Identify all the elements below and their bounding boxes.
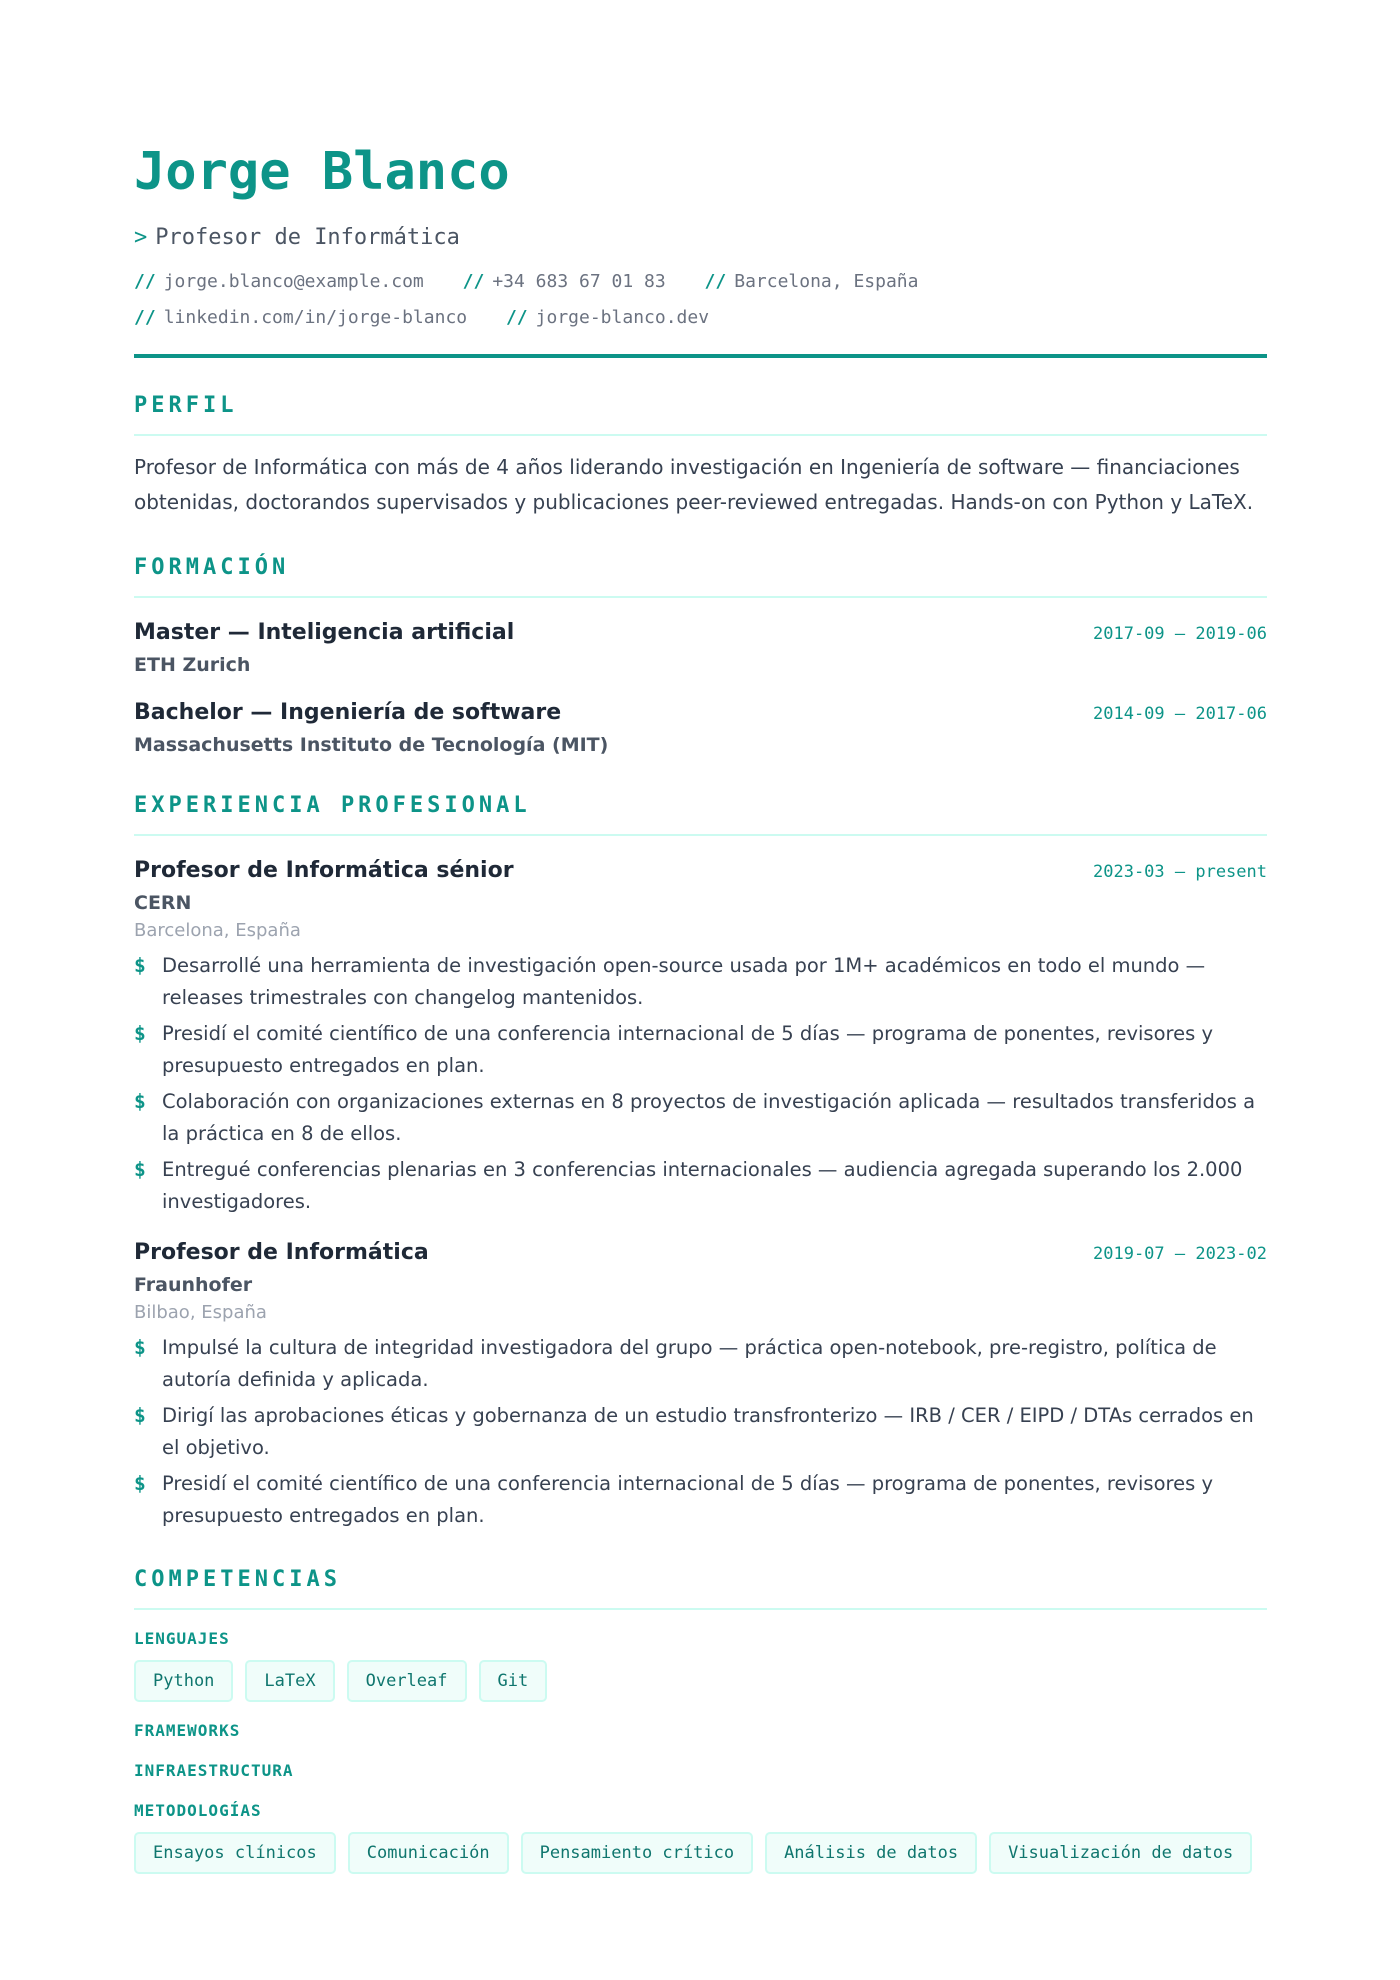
experience-section (134, 792, 1267, 1532)
achievement-item: $ Colaboración con organizaciones externas en 8 proyectos de investigación aplicada — resultados transferidos a la práctica en 8 de ellos. (134, 1086, 1267, 1150)
job-title (134, 224, 1267, 252)
job-dates: 2019-07 – 2023-02 (1093, 1244, 1267, 1264)
skill-chip: Overleaf (347, 1660, 467, 1702)
profile-section (134, 392, 1267, 520)
linkedin-link[interactable]: // linkedin.com/in/jorge-blanco (134, 307, 468, 328)
skill-chip: Python (134, 1660, 233, 1702)
section-divider (134, 834, 1267, 836)
location-text: // Barcelona, España (704, 271, 919, 292)
degree-title: Master — Inteligencia artificial (134, 620, 515, 645)
skill-group-label: METODOLOGÍAS (134, 1801, 262, 1820)
achievement-item: $ Presidí el comité científico de una conferencia internacional de 5 días — programa de ponentes, revisores y presupuesto entregados en plan. (134, 1018, 1267, 1082)
section-heading: FORMACIÓN (134, 555, 290, 580)
degree-title: Bachelor — Ingeniería de software (134, 700, 562, 725)
achievement-list (134, 950, 1267, 1218)
skill-group-frameworks (134, 1720, 1267, 1742)
separator-glyph: // (704, 271, 727, 292)
skill-group-methodologies (134, 1800, 1267, 1874)
profile-summary: Profesor de Informática con más de 4 años liderando investigación en Ingeniería de software — financiaciones obtenidas, doctorandos supervisados y publicaciones peer-reviewed entregadas. Hands-on con Python y LaTeX. (134, 455, 1254, 514)
contact-row (134, 306, 1267, 330)
dollar-bullet-icon: $ (134, 1404, 146, 1427)
job-title-text: Profesor de Informática (155, 225, 460, 250)
section-heading: EXPERIENCIA PROFESIONAL (134, 793, 531, 818)
separator-glyph: // (505, 307, 528, 328)
achievement-list (134, 1332, 1267, 1532)
job-entry (134, 1238, 1267, 1532)
skills-section (134, 1566, 1267, 1874)
skill-group-label: INFRAESTRUCTURA (134, 1761, 294, 1780)
institution-name: Massachusetts Instituto de Tecnología (MIT) (134, 734, 609, 756)
resume-header (134, 140, 1267, 358)
email-link[interactable]: // jorge.blanco@example.com (134, 271, 424, 292)
skill-chip: Comunicación (348, 1832, 509, 1874)
achievement-item: $ Desarrollé una herramienta de investigación open-source usada por 1M+ académicos en todo el mundo — releases trimestrales con changelog mantenidos. (134, 950, 1267, 1014)
institution-name: ETH Zurich (134, 654, 251, 676)
phone-link[interactable]: // +34 683 67 01 83 (462, 271, 666, 292)
skill-group-label: FRAMEWORKS (134, 1721, 241, 1740)
achievement-item: $ Impulsé la cultura de integridad investigadora del grupo — práctica open-notebook, pre-registro, política de autoría definida y aplicada. (134, 1332, 1267, 1396)
dollar-bullet-icon: $ (134, 954, 146, 977)
dollar-bullet-icon: $ (134, 1472, 146, 1495)
dollar-bullet-icon: $ (134, 1336, 146, 1359)
skill-chip: Análisis de datos (765, 1832, 977, 1874)
education-entry (134, 618, 1267, 678)
contact-row (134, 270, 1267, 294)
education-section (134, 554, 1267, 758)
separator-glyph: // (134, 271, 156, 292)
job-role: Profesor de Informática (134, 1240, 429, 1265)
section-divider (134, 434, 1267, 436)
job-location: Barcelona, España (134, 920, 301, 941)
separator-glyph: // (134, 307, 156, 328)
job-location: Bilbao, España (134, 1302, 267, 1323)
company-name: CERN (134, 892, 192, 914)
section-heading: COMPETENCIAS (134, 1567, 341, 1592)
education-dates: 2014-09 – 2017-06 (1093, 704, 1267, 724)
skill-chip: Pensamiento crítico (521, 1832, 753, 1874)
job-dates: 2023-03 – present (1093, 862, 1267, 882)
education-entry (134, 698, 1267, 758)
job-role: Profesor de Informática sénior (134, 858, 514, 883)
separator-glyph: // (462, 271, 485, 292)
skill-chip-list (134, 1660, 1267, 1702)
dollar-bullet-icon: $ (134, 1022, 146, 1045)
header-divider (134, 354, 1267, 358)
achievement-item: $ Dirigí las aprobaciones éticas y gobernanza de un estudio transfronterizo — IRB / CER / EIPD / DTAs cerrados en el objetivo. (134, 1400, 1267, 1464)
section-heading: PERFIL (134, 393, 238, 418)
section-divider (134, 1608, 1267, 1610)
skill-chip: Ensayos clínicos (134, 1832, 336, 1874)
skill-chip: LaTeX (245, 1660, 334, 1702)
prompt-glyph: > (134, 225, 148, 250)
job-entry (134, 856, 1267, 1218)
education-dates: 2017-09 – 2019-06 (1093, 624, 1267, 644)
website-link[interactable]: // jorge-blanco.dev (505, 307, 710, 328)
resume-page (134, 140, 1267, 1874)
achievement-item: $ Entregué conferencias plenarias en 3 conferencias internacionales — audiencia agregada superando los 2.000 investigadores. (134, 1154, 1267, 1218)
section-divider (134, 596, 1267, 598)
candidate-name: Jorge Blanco (134, 142, 510, 202)
skill-group-infrastructure (134, 1760, 1267, 1782)
skill-chip: Visualización de datos (989, 1832, 1252, 1874)
skill-chip: Git (479, 1660, 548, 1702)
achievement-item: $ Presidí el comité científico de una conferencia internacional de 5 días — programa de ponentes, revisores y presupuesto entregados en plan. (134, 1468, 1267, 1532)
skill-group-label: LENGUAJES (134, 1629, 230, 1648)
skill-group-languages (134, 1628, 1267, 1702)
company-name: Fraunhofer (134, 1274, 253, 1296)
dollar-bullet-icon: $ (134, 1158, 146, 1181)
dollar-bullet-icon: $ (134, 1090, 146, 1113)
skill-chip-list (134, 1832, 1267, 1874)
